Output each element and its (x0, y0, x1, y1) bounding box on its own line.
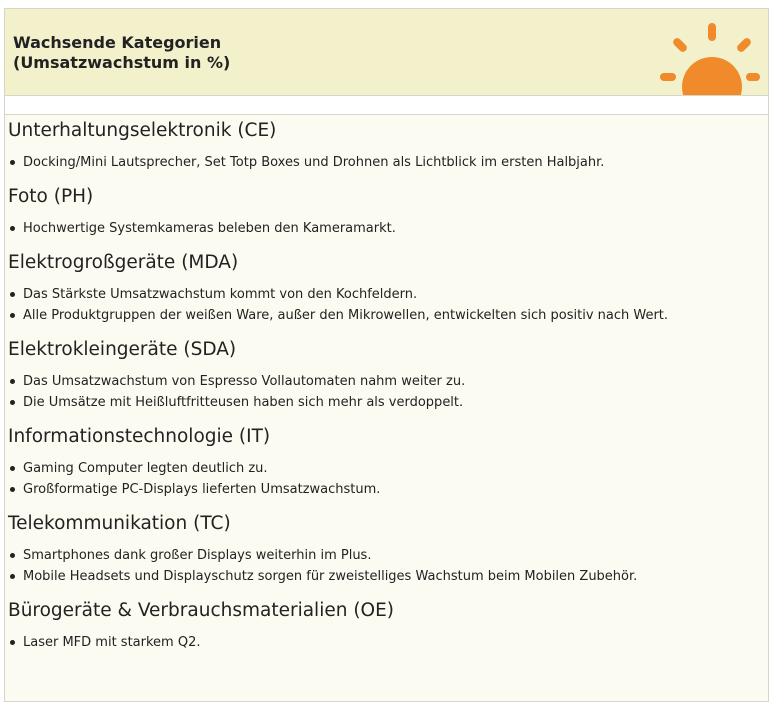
bullet-text: Gaming Computer legten deutlich zu. (23, 461, 268, 476)
category-section (8, 337, 769, 413)
category-bullets (8, 458, 769, 500)
category-section (8, 424, 769, 500)
category-title: Unterhaltungselektronik (CE) (8, 120, 277, 141)
bullet-item (8, 284, 769, 305)
header-divider-bar (5, 96, 768, 115)
category-bullets (8, 545, 769, 587)
category-title: Informationstechnologie (IT) (8, 426, 271, 447)
category-bullets (8, 218, 769, 239)
bullet-dot-icon (10, 226, 15, 231)
bullet-text: Das Umsatzwachstum von Espresso Vollautomaten nahm weiter zu. (23, 374, 466, 389)
sun-icon (660, 15, 760, 95)
bullet-item (8, 458, 769, 479)
bullet-item (8, 479, 769, 500)
bullet-dot-icon (10, 292, 15, 297)
bullet-item (8, 392, 769, 413)
bullet-text: Die Umsätze mit Heißluftfritteusen haben sich mehr als verdoppelt. (23, 395, 464, 410)
bullet-item (8, 566, 769, 587)
category-bullets (8, 284, 769, 326)
panel-header (5, 9, 768, 96)
bullet-text: Smartphones dank großer Displays weiterhin im Plus. (23, 548, 372, 563)
bullet-text: Alle Produktgruppen der weißen Ware, außer den Mikrowellen, entwickelten sich positiv nach Wert. (23, 308, 669, 323)
bullet-item (8, 152, 769, 173)
category-section (8, 118, 769, 173)
bullet-text: Laser MFD mit starkem Q2. (23, 635, 201, 650)
category-bullets (8, 632, 769, 653)
category-title: Elektrogroßgeräte (MDA) (8, 252, 239, 273)
bullet-dot-icon (10, 466, 15, 471)
bullet-item (8, 371, 769, 392)
category-title: Bürogeräte & Verbrauchsmaterialien (OE) (8, 600, 395, 621)
bullet-item (8, 218, 769, 239)
category-bullets (8, 371, 769, 413)
bullet-dot-icon (10, 553, 15, 558)
bullet-text: Docking/Mini Lautsprecher, Set Totp Boxes und Drohnen als Lichtblick im ersten Halbjahr. (23, 155, 605, 170)
bullet-item (8, 632, 769, 653)
panel-title: Wachsende Kategorien (Umsatzwachstum in %) (13, 33, 231, 72)
bullet-text: Großformatige PC-Displays lieferten Umsatzwachstum. (23, 482, 381, 497)
bullet-dot-icon (10, 640, 15, 645)
bullet-item (8, 545, 769, 566)
bullet-dot-icon (10, 487, 15, 492)
category-title: Foto (PH) (8, 186, 94, 207)
bullet-dot-icon (10, 574, 15, 579)
category-list (8, 118, 769, 664)
bullet-dot-icon (10, 379, 15, 384)
bullet-dot-icon (10, 313, 15, 318)
bullet-dot-icon (10, 400, 15, 405)
category-section (8, 598, 769, 653)
bullet-text: Das Stärkste Umsatzwachstum kommt von den Kochfeldern. (23, 287, 418, 302)
category-section (8, 250, 769, 326)
category-title: Telekommunikation (TC) (8, 513, 231, 534)
category-section (8, 184, 769, 239)
category-title: Elektrokleingeräte (SDA) (8, 339, 237, 360)
bullet-item (8, 305, 769, 326)
category-bullets (8, 152, 769, 173)
bullet-text: Mobile Headsets und Displayschutz sorgen für zweistelliges Wachstum beim Mobilen Zubehör. (23, 569, 638, 584)
bullet-dot-icon (10, 160, 15, 165)
bullet-text: Hochwertige Systemkameras beleben den Kameramarkt. (23, 221, 396, 236)
category-section (8, 511, 769, 587)
